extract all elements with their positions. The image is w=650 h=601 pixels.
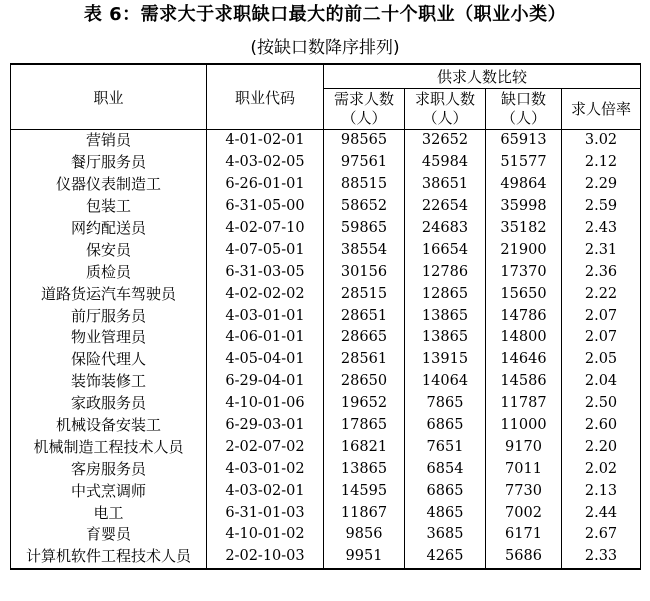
cell-supply: 16654 — [405, 239, 486, 261]
cell-supply: 38651 — [405, 174, 486, 196]
cell-demand: 28650 — [324, 371, 405, 393]
cell-supply: 3685 — [405, 524, 486, 546]
cell-gap: 7011 — [486, 458, 562, 480]
header-occupation: 职业 — [11, 64, 207, 130]
header-demand — [324, 89, 405, 130]
cell-code: 6-29-03-01 — [207, 415, 324, 437]
cell-ratio: 2.31 — [562, 239, 641, 261]
cell-demand: 38554 — [324, 239, 405, 261]
cell-demand: 88515 — [324, 174, 405, 196]
cell-code: 4-02-02-02 — [207, 283, 324, 305]
cell-demand: 28651 — [324, 305, 405, 327]
cell-supply: 4865 — [405, 502, 486, 524]
header-supply-unit: （人） — [422, 109, 468, 127]
cell-gap: 14786 — [486, 305, 562, 327]
cell-code: 6-29-04-01 — [207, 371, 324, 393]
cell-ratio: 2.60 — [562, 415, 641, 437]
cell-occupation: 仪器仪表制造工 — [11, 174, 207, 196]
cell-code: 4-10-01-06 — [207, 393, 324, 415]
table-row — [11, 152, 641, 174]
cell-gap: 11787 — [486, 393, 562, 415]
cell-demand: 58652 — [324, 196, 405, 218]
cell-occupation: 电工 — [11, 502, 207, 524]
cell-gap: 6171 — [486, 524, 562, 546]
cell-occupation: 营销员 — [11, 130, 207, 152]
cell-ratio: 2.44 — [562, 502, 641, 524]
cell-ratio: 2.04 — [562, 371, 641, 393]
table-row — [11, 393, 641, 415]
cell-demand: 14595 — [324, 480, 405, 502]
cell-occupation: 客房服务员 — [11, 458, 207, 480]
cell-gap: 14646 — [486, 349, 562, 371]
header-group-comparison: 供求人数比较 — [324, 64, 641, 89]
cell-occupation: 物业管理员 — [11, 327, 207, 349]
cell-code: 4-01-02-01 — [207, 130, 324, 152]
cell-supply: 32652 — [405, 130, 486, 152]
cell-gap: 51577 — [486, 152, 562, 174]
cell-ratio: 3.02 — [562, 130, 641, 152]
table-row — [11, 305, 641, 327]
table-row — [11, 174, 641, 196]
table-row — [11, 239, 641, 261]
header-supply-label: 求职人数 — [414, 90, 475, 108]
cell-occupation: 育婴员 — [11, 524, 207, 546]
cell-demand: 17865 — [324, 415, 405, 437]
cell-supply: 12786 — [405, 261, 486, 283]
cell-code: 2-02-07-02 — [207, 436, 324, 458]
cell-ratio: 2.05 — [562, 349, 641, 371]
cell-code: 4-10-01-02 — [207, 524, 324, 546]
cell-gap: 7002 — [486, 502, 562, 524]
cell-occupation: 包装工 — [11, 196, 207, 218]
header-gap — [486, 89, 562, 130]
header-demand-label: 需求人数 — [333, 90, 394, 108]
cell-demand: 97561 — [324, 152, 405, 174]
table-body — [11, 130, 641, 569]
table-row — [11, 283, 641, 305]
cell-code: 4-03-02-05 — [207, 152, 324, 174]
cell-code: 4-07-05-01 — [207, 239, 324, 261]
cell-code: 6-31-01-03 — [207, 502, 324, 524]
table-row — [11, 196, 641, 218]
cell-occupation: 保安员 — [11, 239, 207, 261]
cell-gap: 49864 — [486, 174, 562, 196]
table-row — [11, 415, 641, 437]
table-title: 表 6：需求大于求职缺口最大的前二十个职业（职业小类） — [83, 4, 567, 25]
cell-ratio: 2.07 — [562, 327, 641, 349]
table-row — [11, 502, 641, 524]
cell-ratio: 2.50 — [562, 393, 641, 415]
cell-ratio: 2.12 — [562, 152, 641, 174]
cell-code: 4-06-01-01 — [207, 327, 324, 349]
cell-occupation: 装饰装修工 — [11, 371, 207, 393]
cell-supply: 12865 — [405, 283, 486, 305]
cell-ratio: 2.02 — [562, 458, 641, 480]
cell-demand: 13865 — [324, 458, 405, 480]
cell-demand: 16821 — [324, 436, 405, 458]
table-row — [11, 546, 641, 569]
cell-occupation: 前厅服务员 — [11, 305, 207, 327]
cell-occupation: 道路货运汽车驾驶员 — [11, 283, 207, 305]
cell-supply: 24683 — [405, 218, 486, 240]
cell-ratio: 2.43 — [562, 218, 641, 240]
cell-occupation: 餐厅服务员 — [11, 152, 207, 174]
cell-code: 6-31-03-05 — [207, 261, 324, 283]
table-row — [11, 130, 641, 152]
header-ratio: 求人倍率 — [562, 89, 641, 130]
table-row — [11, 458, 641, 480]
table-row — [11, 436, 641, 458]
cell-occupation: 保险代理人 — [11, 349, 207, 371]
cell-ratio: 2.33 — [562, 546, 641, 569]
cell-occupation: 质检员 — [11, 261, 207, 283]
cell-code: 6-31-05-00 — [207, 196, 324, 218]
cell-supply: 13915 — [405, 349, 486, 371]
cell-demand: 11867 — [324, 502, 405, 524]
cell-code: 4-03-01-01 — [207, 305, 324, 327]
cell-code: 2-02-10-03 — [207, 546, 324, 569]
cell-gap: 35182 — [486, 218, 562, 240]
header-supply — [405, 89, 486, 130]
cell-ratio: 2.67 — [562, 524, 641, 546]
cell-supply: 6854 — [405, 458, 486, 480]
cell-ratio: 2.36 — [562, 261, 641, 283]
header-code: 职业代码 — [207, 64, 324, 130]
cell-demand: 59865 — [324, 218, 405, 240]
cell-ratio: 2.13 — [562, 480, 641, 502]
cell-gap: 15650 — [486, 283, 562, 305]
table-row — [11, 371, 641, 393]
cell-occupation: 机械制造工程技术人员 — [11, 436, 207, 458]
cell-gap: 5686 — [486, 546, 562, 569]
header-gap-label: 缺口数 — [500, 90, 546, 108]
cell-gap: 14800 — [486, 327, 562, 349]
cell-supply: 6865 — [405, 480, 486, 502]
cell-supply: 6865 — [405, 415, 486, 437]
cell-supply: 7651 — [405, 436, 486, 458]
cell-gap: 35998 — [486, 196, 562, 218]
cell-supply: 13865 — [405, 305, 486, 327]
cell-gap: 17370 — [486, 261, 562, 283]
table-row — [11, 480, 641, 502]
cell-demand: 30156 — [324, 261, 405, 283]
cell-code: 4-05-04-01 — [207, 349, 324, 371]
cell-demand: 28515 — [324, 283, 405, 305]
cell-occupation: 家政服务员 — [11, 393, 207, 415]
cell-ratio: 2.22 — [562, 283, 641, 305]
cell-ratio: 2.20 — [562, 436, 641, 458]
cell-gap: 21900 — [486, 239, 562, 261]
cell-demand: 28561 — [324, 349, 405, 371]
occupation-gap-table — [10, 63, 641, 570]
cell-supply: 7865 — [405, 393, 486, 415]
cell-gap: 7730 — [486, 480, 562, 502]
table-row — [11, 261, 641, 283]
cell-supply: 4265 — [405, 546, 486, 569]
cell-occupation: 计算机软件工程技术人员 — [11, 546, 207, 569]
cell-gap: 11000 — [486, 415, 562, 437]
cell-occupation: 机械设备安装工 — [11, 415, 207, 437]
cell-supply: 22654 — [405, 196, 486, 218]
table-row — [11, 218, 641, 240]
cell-demand: 9951 — [324, 546, 405, 569]
table-row — [11, 327, 641, 349]
cell-gap: 14586 — [486, 371, 562, 393]
cell-demand: 19652 — [324, 393, 405, 415]
header-demand-unit: （人） — [341, 109, 387, 127]
cell-supply: 13865 — [405, 327, 486, 349]
cell-ratio: 2.59 — [562, 196, 641, 218]
cell-code: 6-26-01-01 — [207, 174, 324, 196]
cell-code: 4-03-02-01 — [207, 480, 324, 502]
cell-ratio: 2.29 — [562, 174, 641, 196]
cell-supply: 45984 — [405, 152, 486, 174]
cell-gap: 65913 — [486, 130, 562, 152]
cell-demand: 28665 — [324, 327, 405, 349]
table-row — [11, 524, 641, 546]
cell-gap: 9170 — [486, 436, 562, 458]
cell-occupation: 中式烹调师 — [11, 480, 207, 502]
table-row — [11, 349, 641, 371]
cell-ratio: 2.07 — [562, 305, 641, 327]
table-subtitle: (按缺口数降序排列) — [250, 38, 400, 58]
cell-demand: 9856 — [324, 524, 405, 546]
cell-code: 4-03-01-02 — [207, 458, 324, 480]
cell-code: 4-02-07-10 — [207, 218, 324, 240]
cell-supply: 14064 — [405, 371, 486, 393]
cell-demand: 98565 — [324, 130, 405, 152]
cell-occupation: 网约配送员 — [11, 218, 207, 240]
header-gap-unit: （人） — [500, 109, 546, 127]
